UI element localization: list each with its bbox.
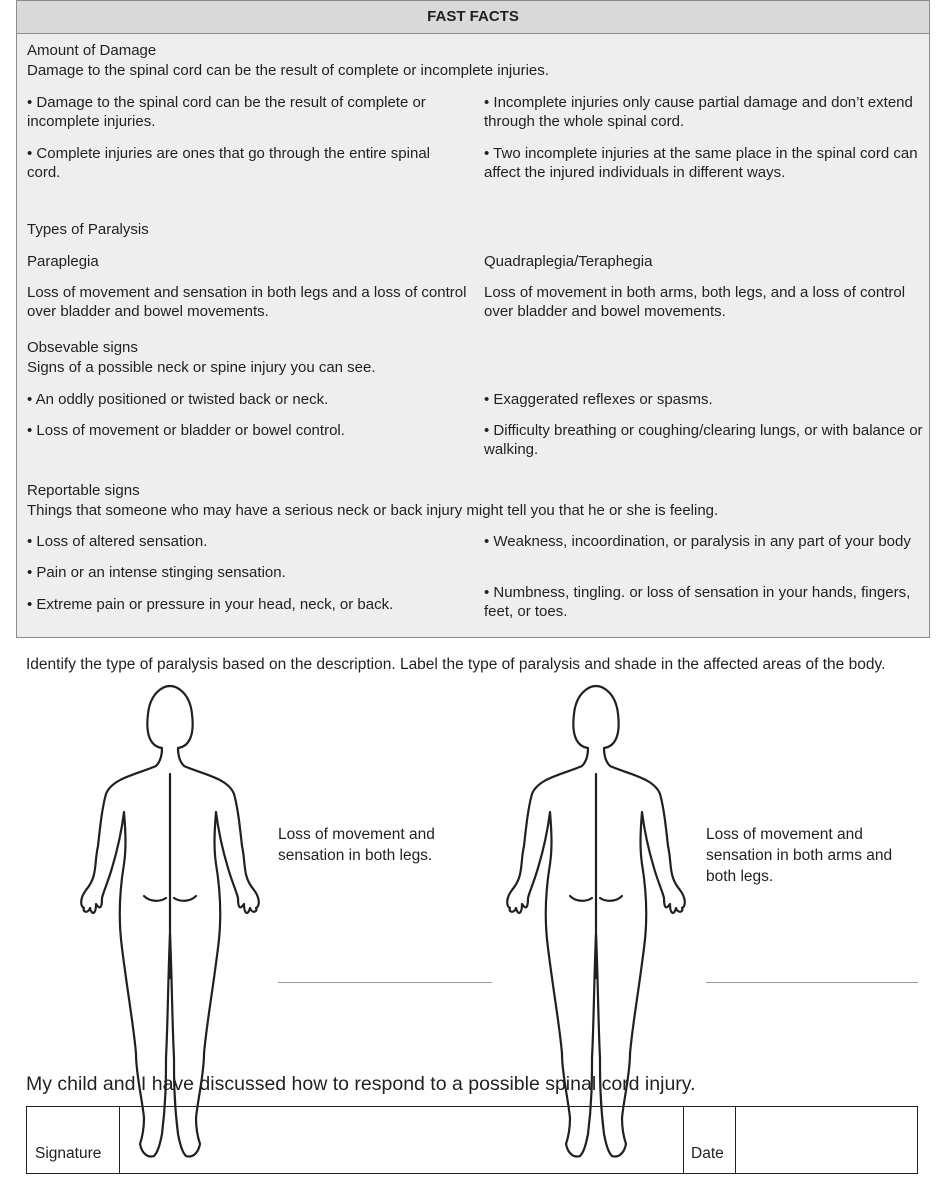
figure-2-answer-line[interactable]: [706, 982, 918, 983]
reportable-left-bullet-2: • Pain or an intense stinging sensation.: [27, 564, 286, 581]
quadraplegia-title: Quadraplegia/Teraphegia: [484, 253, 653, 270]
amount-right-bullet-2: • Two incomplete injuries at the same place in the spinal cord can affect the injured individuals in different ways.: [484, 145, 918, 181]
paraplegia-text: Loss of movement and sensation in both legs and a loss of control over bladder and bowel movements.: [27, 284, 467, 320]
observable-intro: Signs of a possible neck or spine injury you can see.: [27, 359, 376, 376]
signoff-statement: My child and I have discussed how to respond to a possible spinal cord injury.: [26, 1073, 696, 1095]
date-field[interactable]: [737, 1107, 917, 1173]
reportable-intro: Things that someone who may have a serious neck or back injury might tell you that he or she is feeling.: [27, 502, 719, 519]
figure-1-description: Loss of movement and sensation in both legs.: [278, 826, 435, 864]
paraplegia-title: Paraplegia: [27, 253, 99, 270]
amount-right-bullet-1: • Incomplete injuries only cause partial damage and don’t extend through the whole spinal cord.: [484, 94, 913, 130]
amount-intro: Damage to the spinal cord can be the result of complete or incomplete injuries.: [27, 62, 549, 79]
date-divider-left: [683, 1107, 684, 1173]
activity-instructions: Identify the type of paralysis based on the description. Label the type of paralysis and shade in the affected areas of the body.: [26, 656, 886, 673]
amount-left-bullet-2: • Complete injuries are ones that go through the entire spinal cord.: [27, 145, 430, 181]
signature-label: Signature: [35, 1145, 102, 1162]
quadraplegia-text: Loss of movement in both arms, both legs, and a loss of control over bladder and bowel movements.: [484, 284, 906, 320]
signature-divider: [119, 1107, 120, 1173]
observable-right-bullet-2: • Difficulty breathing or coughing/clearing lungs, or with balance or walking.: [484, 422, 923, 458]
reportable-heading: Reportable signs: [27, 482, 140, 499]
reportable-left-bullet-3: • Extreme pain or pressure in your head, neck, or back.: [27, 596, 394, 613]
amount-heading: Amount of Damage: [27, 42, 157, 59]
types-heading: Types of Paralysis: [27, 221, 149, 238]
fast-facts-title: FAST FACTS: [17, 1, 929, 34]
date-divider-right: [735, 1107, 736, 1173]
observable-right-bullet-1: • Exaggerated reflexes or spasms.: [484, 391, 713, 408]
fast-facts-panel: [16, 0, 930, 638]
date-label: Date: [691, 1145, 724, 1162]
amount-left-bullet-1: • Damage to the spinal cord can be the result of complete or incomplete injuries.: [27, 94, 426, 130]
reportable-left-bullet-1: • Loss of altered sensation.: [27, 533, 208, 550]
observable-left-bullet-1: • An oddly positioned or twisted back or neck.: [27, 391, 329, 408]
figure-1-answer-line[interactable]: [278, 982, 492, 983]
observable-heading: Obsevable signs: [27, 339, 138, 356]
signature-box: [26, 1106, 918, 1174]
reportable-right-bullet-2: • Numbness, tingling. or loss of sensation in your hands, fingers, feet, or toes.: [484, 584, 911, 620]
signature-field[interactable]: [121, 1107, 681, 1173]
observable-left-bullet-2: • Loss of movement or bladder or bowel control.: [27, 422, 345, 439]
reportable-right-bullet-1: • Weakness, incoordination, or paralysis in any part of your body: [484, 533, 911, 550]
figure-2-description: Loss of movement and sensation in both arms and both legs.: [706, 826, 893, 885]
